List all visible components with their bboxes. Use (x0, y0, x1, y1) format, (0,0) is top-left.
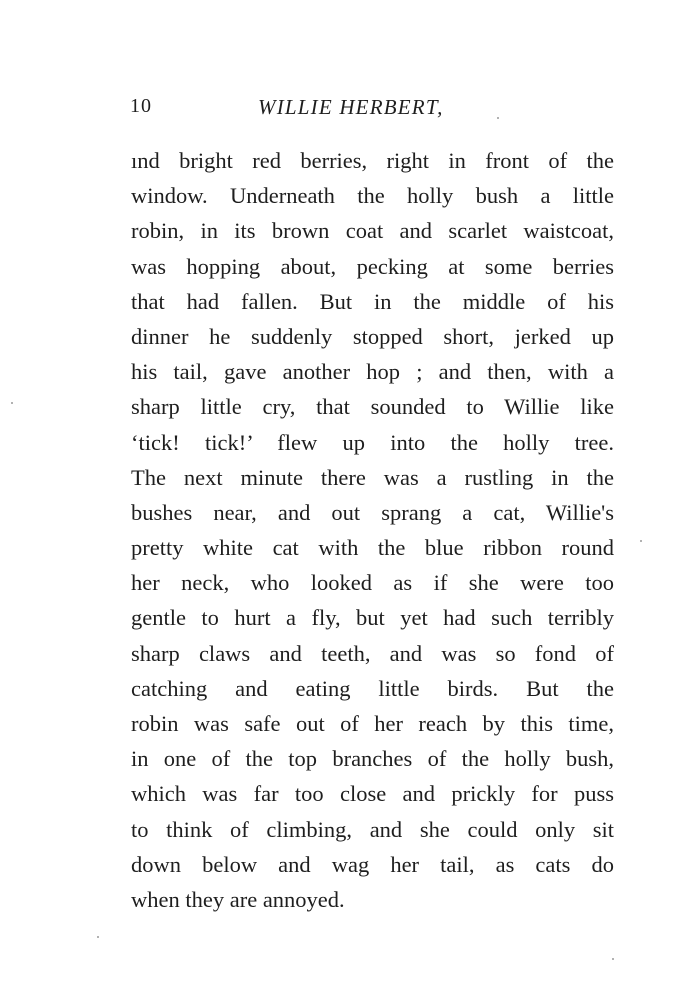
paper-speck (97, 936, 99, 938)
text-line: to think of climbing, and she could only sit (131, 816, 614, 842)
text-line: catching and eating little birds. But the (131, 675, 614, 701)
paper-speck (497, 117, 499, 119)
text-line: The next minute there was a rustling in the (131, 464, 614, 490)
text-line: gentle to hurt a fly, but yet had such terribly (131, 605, 614, 631)
text-line: down below and wag her tail, as cats do (131, 851, 614, 877)
paper-speck (612, 958, 614, 960)
body-text (131, 143, 614, 917)
paper-speck (640, 540, 642, 542)
text-line: which was far too close and prickly for puss (131, 781, 614, 807)
text-line: pretty white cat with the blue ribbon round (131, 535, 614, 561)
text-line-last: when they are annoyed. (131, 886, 345, 912)
text-line: ınd bright red berries, right in front of the (131, 148, 614, 173)
page-number: 10 (130, 95, 152, 117)
text-line: robin, in its brown coat and scarlet waistcoat, (131, 218, 614, 244)
text-line: her neck, who looked as if she were too (131, 570, 614, 596)
paper-speck (11, 402, 13, 404)
text-line: sharp claws and teeth, and was so fond of (131, 640, 614, 666)
text-line: window. Underneath the holly bush a little (131, 183, 614, 209)
text-line: in one of the top branches of the holly bush, (131, 746, 614, 772)
text-line: bushes near, and out sprang a cat, Willie's (131, 499, 614, 525)
text-line: that had fallen. But in the middle of his (131, 288, 614, 314)
running-title: WILLIE HERBERT, (258, 95, 444, 119)
text-line: robin was safe out of her reach by this time, (131, 711, 614, 736)
running-head (130, 95, 615, 125)
text-line: dinner he suddenly stopped short, jerked up (131, 323, 614, 349)
text-line: was hopping about, pecking at some berries (131, 253, 614, 279)
text-line: his tail, gave another hop ; and then, with a (131, 359, 614, 385)
text-line: sharp little cry, that sounded to Willie like (131, 394, 614, 420)
text-line: ‘tick! tick!’ flew up into the holly tree. (131, 429, 614, 455)
